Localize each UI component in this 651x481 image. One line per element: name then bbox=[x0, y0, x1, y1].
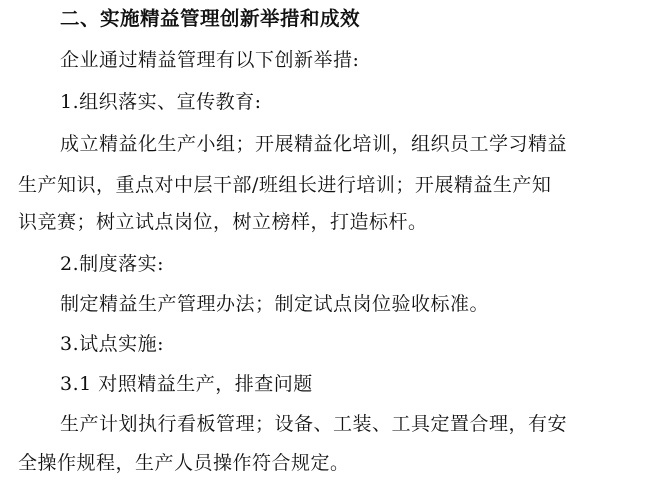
subsection-3-1-line-2: 全操作规程，生产人员操作符合规定。 bbox=[18, 452, 350, 474]
intro-paragraph: 企业通过精益管理有以下创新举措: bbox=[60, 49, 360, 71]
section-3-title: 3.试点实施: bbox=[60, 333, 165, 355]
section-1-line-3: 识竞赛；树立试点岗位，树立榜样，打造标杆。 bbox=[18, 211, 428, 233]
section-2-title: 2.制度落实: bbox=[60, 253, 165, 275]
section-2-line-1: 制定精益生产管理办法；制定试点岗位验收标准。 bbox=[60, 293, 490, 315]
subsection-3-1-line-1: 生产计划执行看板管理；设备、工装、工具定置合理，有安 bbox=[60, 413, 568, 435]
section-1-line-1: 成立精益化生产小组；开展精益化培训，组织员工学习精益 bbox=[60, 133, 568, 155]
section-1-title: 1.组织落实、宣传教育: bbox=[60, 91, 262, 113]
section-heading: 二、实施精益管理创新举措和成效 bbox=[60, 7, 361, 30]
subsection-3-1-title: 3.1 对照精益生产，排查问题 bbox=[60, 373, 313, 395]
section-1-line-2: 生产知识，重点对中层干部/班组长进行培训；开展精益生产知 bbox=[18, 174, 552, 196]
